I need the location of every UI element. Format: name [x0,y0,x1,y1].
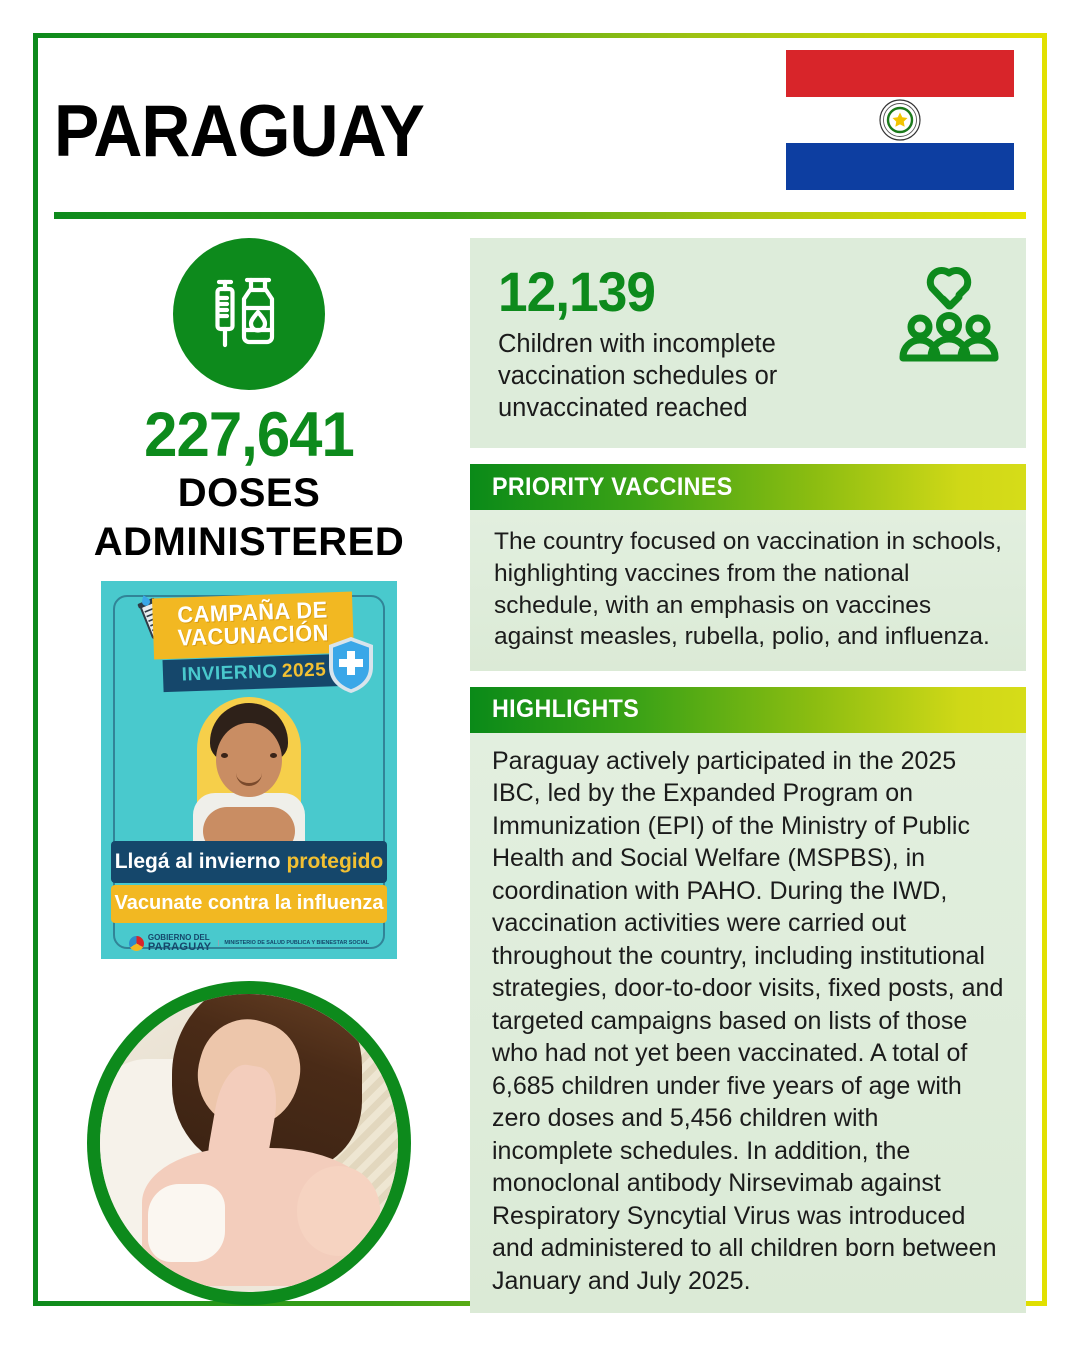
flag-band-blue [786,143,1014,190]
heart-people-icon [896,262,1002,366]
section-highlights [470,687,1026,1314]
vaccine-syringe-vial-icon [173,238,325,390]
shield-cross-icon [325,635,377,695]
poster-footer-line1-b: protegido [286,849,384,873]
poster-logos [101,934,397,953]
poster-footer-line2-text: Vacunate contra la influenza [114,892,384,915]
gobierno-logo-small: GOBIERNO DEL [147,932,210,942]
gobierno-logo-big: PARAGUAY [147,940,212,953]
section-priority-vaccines [470,464,1026,670]
paraguay-flag [786,50,1014,190]
photo-baby-head [297,1166,380,1255]
photo-content [100,994,398,1292]
poster-footer-line2 [111,885,387,923]
poster-subtitle-banner [162,653,345,691]
flag-band-red [786,50,1014,97]
priority-vaccines-heading: PRIORITY VACCINES [492,472,733,501]
right-column [470,238,1026,1313]
page-header [54,91,1026,215]
gobierno-logo [129,934,212,953]
poster-banner-line2: VACUNACIÓN [177,619,330,651]
doses-label-line2: ADMINISTERED [93,520,405,565]
mother-and-baby-photo [87,981,411,1305]
gobierno-logo-text [148,934,212,953]
poster-footer-line1-a: Llegá al invierno [114,849,281,873]
children-reached-card [470,238,1026,448]
doses-label-line1: DOSES [177,471,321,516]
doses-value: 227,641 [144,400,354,470]
highlights-heading-bar [470,687,1026,733]
poster-title-banner [152,591,354,659]
photo-cloth [148,1184,225,1261]
flag-seal-icon [878,98,922,142]
poster-subtitle-year: 2025 [281,658,327,682]
poster-banner-line1: CAMPAÑA DE [176,595,329,628]
priority-vaccines-heading-bar [470,464,1026,510]
poster-subtitle-main: INVIERNO [181,660,278,686]
child-eye-left [221,753,228,758]
page-title: PARAGUAY [54,91,424,172]
gobierno-logo-mark [129,936,144,951]
children-stat-value: 12,139 [498,260,656,323]
poster-footer-line1 [111,841,387,883]
highlights-body: Paraguay actively participated in the 2025 IBC, led by the Expanded Program on Immunization (EPI) of the Ministry of Public Health and Social Welfare (MSPBS), in coordination with PAHO. During the IWD, vaccination activities were carried out throughout the country, including institutional strategies, door-to-door visits, fixed posts, and targeted campaigns based on lists of those who had not yet been vaccinated. A total of 6,685 children under five years of age with zero doses and 5,456 children with incomplete schedules. In addition, the monoclonal antibody Nirsevimab against Respiratory Syncytial Virus was introduced and administered to all children born between January and July 2025. [470,733,1026,1314]
header-divider [54,212,1026,219]
left-column [54,238,444,1305]
child-eye-right [270,753,277,758]
highlights-heading: HIGHLIGHTS [492,695,640,724]
priority-vaccines-body: The country focused on vaccination in schools, highlighting vaccines from the national schedule, with an emphasis on vaccines against measles, rubella, polio, and influenza. [470,510,1026,670]
children-stat-description: Children with incomplete vaccination schedules or unvaccinated reached [498,330,778,423]
ministry-logo-text: MINISTERIO DE SALUD PUBLICA Y BIENESTAR SOCIAL [218,940,369,947]
vaccination-campaign-poster [101,581,397,959]
